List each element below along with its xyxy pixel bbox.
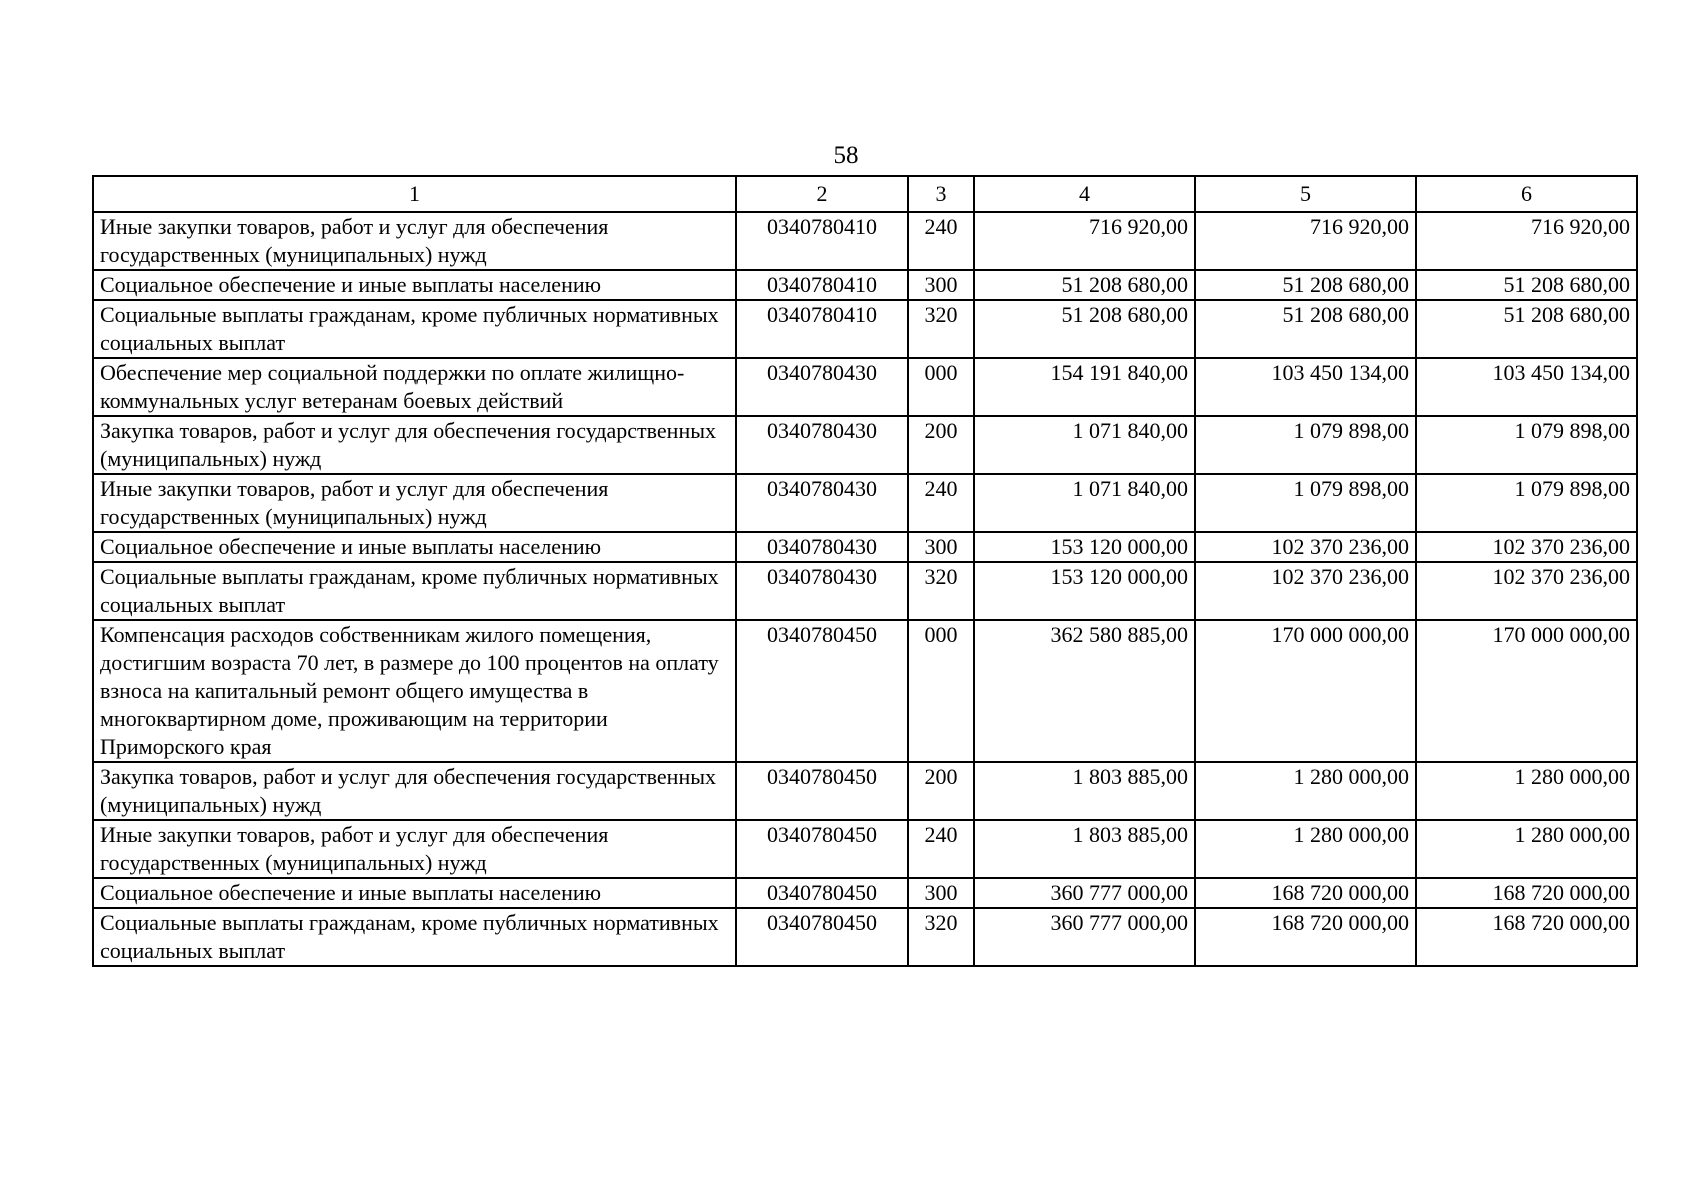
amount-col-5: 168 720 000,00 <box>1195 878 1416 908</box>
amount-col-5: 170 000 000,00 <box>1195 620 1416 762</box>
expense-kind-code: 240 <box>908 474 974 532</box>
amount-col-4: 362 580 885,00 <box>974 620 1195 762</box>
amount-col-6: 103 450 134,00 <box>1416 358 1637 416</box>
table-row <box>93 878 1637 908</box>
target-article-code: 0340780410 <box>736 212 908 270</box>
amount-col-5: 51 208 680,00 <box>1195 270 1416 300</box>
amount-col-4: 154 191 840,00 <box>974 358 1195 416</box>
expense-kind-code: 240 <box>908 212 974 270</box>
table-row <box>93 532 1637 562</box>
expense-kind-code: 200 <box>908 416 974 474</box>
expense-name: Иные закупки товаров, работ и услуг для обеспечения государственных (муниципальных) нужд <box>93 820 736 878</box>
expense-kind-code: 300 <box>908 270 974 300</box>
table-row <box>93 416 1637 474</box>
amount-col-5: 716 920,00 <box>1195 212 1416 270</box>
amount-col-5: 102 370 236,00 <box>1195 562 1416 620</box>
amount-col-5: 103 450 134,00 <box>1195 358 1416 416</box>
table-row <box>93 212 1637 270</box>
amount-col-6: 51 208 680,00 <box>1416 300 1637 358</box>
target-article-code: 0340780430 <box>736 416 908 474</box>
column-header-6: 6 <box>1416 176 1637 212</box>
expense-name: Социальные выплаты гражданам, кроме публичных нормативных социальных выплат <box>93 562 736 620</box>
expense-name: Закупка товаров, работ и услуг для обеспечения государственных (муниципальных) нужд <box>93 416 736 474</box>
table-row <box>93 562 1637 620</box>
target-article-code: 0340780430 <box>736 532 908 562</box>
target-article-code: 0340780450 <box>736 762 908 820</box>
target-article-code: 0340780430 <box>736 358 908 416</box>
target-article-code: 0340780430 <box>736 562 908 620</box>
expense-name: Иные закупки товаров, работ и услуг для обеспечения государственных (муниципальных) нужд <box>93 474 736 532</box>
amount-col-6: 168 720 000,00 <box>1416 878 1637 908</box>
table-row <box>93 908 1637 966</box>
amount-col-5: 168 720 000,00 <box>1195 908 1416 966</box>
expense-kind-code: 200 <box>908 762 974 820</box>
target-article-code: 0340780430 <box>736 474 908 532</box>
amount-col-4: 360 777 000,00 <box>974 878 1195 908</box>
amount-col-5: 102 370 236,00 <box>1195 532 1416 562</box>
column-header-4: 4 <box>974 176 1195 212</box>
table-row <box>93 270 1637 300</box>
amount-col-6: 168 720 000,00 <box>1416 908 1637 966</box>
amount-col-5: 1 280 000,00 <box>1195 820 1416 878</box>
target-article-code: 0340780410 <box>736 300 908 358</box>
expense-name: Социальные выплаты гражданам, кроме публичных нормативных социальных выплат <box>93 908 736 966</box>
expense-kind-code: 320 <box>908 908 974 966</box>
column-header-3: 3 <box>908 176 974 212</box>
amount-col-4: 1 803 885,00 <box>974 762 1195 820</box>
amount-col-4: 51 208 680,00 <box>974 300 1195 358</box>
amount-col-4: 51 208 680,00 <box>974 270 1195 300</box>
expense-name: Обеспечение мер социальной поддержки по оплате жилищно-коммунальных услуг ветеранам боевых действий <box>93 358 736 416</box>
amount-col-4: 716 920,00 <box>974 212 1195 270</box>
expense-kind-code: 000 <box>908 358 974 416</box>
amount-col-5: 51 208 680,00 <box>1195 300 1416 358</box>
amount-col-6: 170 000 000,00 <box>1416 620 1637 762</box>
expense-name: Социальное обеспечение и иные выплаты населению <box>93 878 736 908</box>
amount-col-4: 1 071 840,00 <box>974 474 1195 532</box>
table-row <box>93 762 1637 820</box>
page-number: 58 <box>833 142 859 169</box>
budget-table <box>92 175 1638 967</box>
amount-col-6: 51 208 680,00 <box>1416 270 1637 300</box>
amount-col-6: 1 280 000,00 <box>1416 762 1637 820</box>
expense-kind-code: 300 <box>908 878 974 908</box>
amount-col-4: 153 120 000,00 <box>974 532 1195 562</box>
target-article-code: 0340780450 <box>736 908 908 966</box>
amount-col-6: 1 280 000,00 <box>1416 820 1637 878</box>
amount-col-6: 102 370 236,00 <box>1416 532 1637 562</box>
column-header-5: 5 <box>1195 176 1416 212</box>
target-article-code: 0340780450 <box>736 620 908 762</box>
header-row <box>93 176 1637 212</box>
expense-kind-code: 320 <box>908 562 974 620</box>
table-row <box>93 620 1637 762</box>
expense-kind-code: 320 <box>908 300 974 358</box>
expense-name: Закупка товаров, работ и услуг для обеспечения государственных (муниципальных) нужд <box>93 762 736 820</box>
amount-col-4: 1 803 885,00 <box>974 820 1195 878</box>
expense-kind-code: 300 <box>908 532 974 562</box>
amount-col-4: 153 120 000,00 <box>974 562 1195 620</box>
target-article-code: 0340780450 <box>736 878 908 908</box>
target-article-code: 0340780410 <box>736 270 908 300</box>
amount-col-6: 1 079 898,00 <box>1416 416 1637 474</box>
table-row <box>93 820 1637 878</box>
amount-col-6: 102 370 236,00 <box>1416 562 1637 620</box>
amount-col-5: 1 079 898,00 <box>1195 474 1416 532</box>
table-row <box>93 474 1637 532</box>
expense-name: Социальное обеспечение и иные выплаты населению <box>93 532 736 562</box>
amount-col-5: 1 280 000,00 <box>1195 762 1416 820</box>
expense-kind-code: 000 <box>908 620 974 762</box>
amount-col-6: 1 079 898,00 <box>1416 474 1637 532</box>
amount-col-4: 1 071 840,00 <box>974 416 1195 474</box>
table-row <box>93 358 1637 416</box>
amount-col-5: 1 079 898,00 <box>1195 416 1416 474</box>
expense-name: Компенсация расходов собственникам жилого помещения, достигшим возраста 70 лет, в размере до 100 процентов на оплату взноса на капитальный ремонт общего имущества в многоквартирном доме, проживающим на территории Приморского края <box>93 620 736 762</box>
target-article-code: 0340780450 <box>736 820 908 878</box>
amount-col-6: 716 920,00 <box>1416 212 1637 270</box>
expense-name: Социальное обеспечение и иные выплаты населению <box>93 270 736 300</box>
expense-name: Социальные выплаты гражданам, кроме публичных нормативных социальных выплат <box>93 300 736 358</box>
expense-name: Иные закупки товаров, работ и услуг для обеспечения государственных (муниципальных) нужд <box>93 212 736 270</box>
table-row <box>93 300 1637 358</box>
expense-kind-code: 240 <box>908 820 974 878</box>
column-header-2: 2 <box>736 176 908 212</box>
amount-col-4: 360 777 000,00 <box>974 908 1195 966</box>
column-header-1: 1 <box>93 176 736 212</box>
